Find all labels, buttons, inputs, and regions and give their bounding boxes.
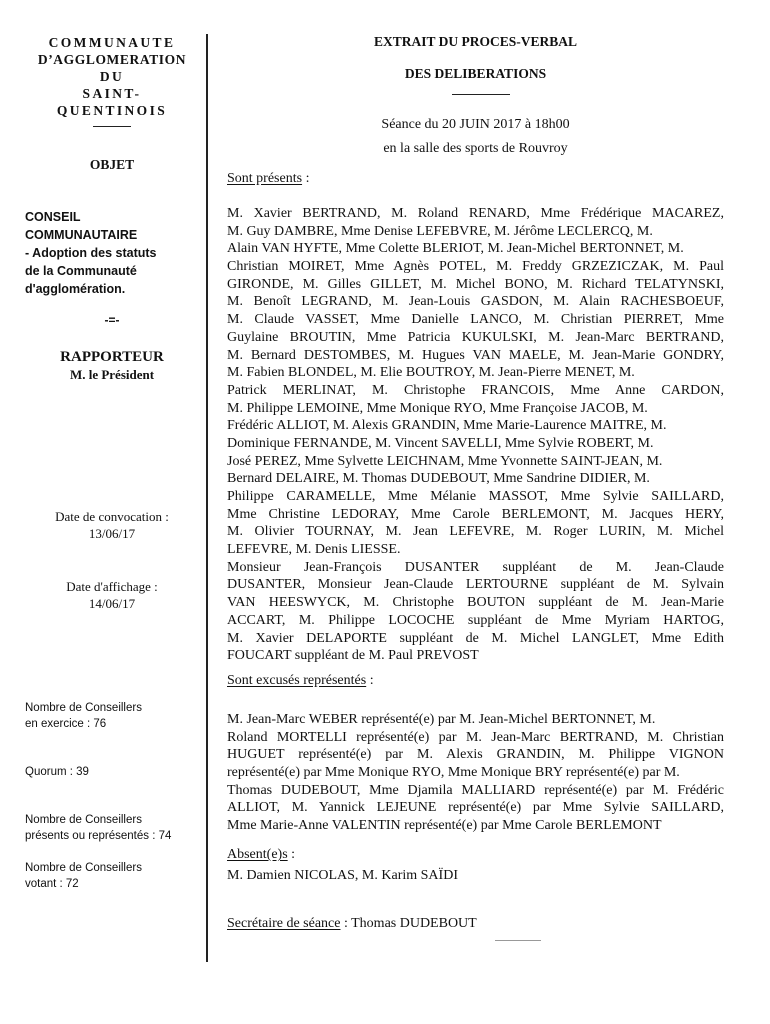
text-line: M. Xavier DELAPORTE suppléant de M. Michel LANGLET, Mme Edith — [227, 630, 724, 646]
section-separator: -=- — [104, 313, 120, 327]
text-line: M. Claude VASSET, Mme Danielle LANCO, M. Christian PIERRET, Mme — [227, 312, 724, 328]
presents-colon: : — [302, 171, 310, 186]
convocation-label: Date de convocation : — [55, 509, 169, 524]
text-line: HUGUET représenté(e) par M. Alexis GRANDIN, M. Philippe VIGNON — [227, 747, 724, 763]
text-line: Christian MOIRET, Mme Agnès POTEL, M. Freddy GRZEZICZAK, M. Paul — [227, 259, 724, 275]
organization-line: QUENTINOIS — [56, 103, 168, 118]
object-label: OBJET — [89, 157, 135, 172]
text-line: Bernard DELAIRE, M. Thomas DUDEBOUT, Mme Sandrine DIDIER, M. — [227, 471, 650, 487]
text-line: Guylaine BROUTIN, Mme Patricia KUKULSKI, M. Jean-Marc BERTRAND, — [227, 329, 724, 345]
organization-divider — [93, 126, 131, 127]
text-line: Monsieur Jean-François DUSANTER suppléant de M. Jean-Claude — [227, 559, 724, 575]
text-line: M. Philippe LEMOINE, Mme Monique RYO, Mme Françoise JACOB, M. — [227, 400, 648, 416]
text-line: Mme Christine LEDORAY, Mme Carole BERLEMONT, M. Jacques HERY, — [227, 506, 724, 522]
text-line: M. Olivier TOURNAY, M. Jean LEFEVRE, M. Roger LURIN, M. Michel — [227, 524, 724, 540]
stat-line: présents ou représentés : 74 — [25, 830, 172, 842]
secretaire-line — [227, 916, 477, 932]
organization-name — [22, 34, 202, 127]
stat-line: en exercice : 76 — [25, 718, 107, 730]
excuses-list — [227, 711, 724, 835]
absents-names: M. Damien NICOLAS, M. Karim SAÏDI — [227, 868, 458, 883]
excuses-label: Sont excusés représentés — [227, 673, 367, 688]
text-line: M. Benoît LEGRAND, M. Jean-Louis GASDON, M. Alain RACHESBOEUF, — [227, 294, 724, 310]
convocation-date-block — [22, 508, 202, 542]
subject-line: de la Communauté — [25, 264, 137, 278]
title-divider — [452, 94, 510, 95]
organization-line: SAINT- — [82, 86, 142, 101]
excuses-colon: : — [366, 673, 374, 688]
text-line: Patrick MERLINAT, M. Christophe FRANCOIS, Mme Anne CARDON, — [227, 382, 724, 398]
text-line: M. Guy DAMBRE, Mme Denise LEFEBVRE, M. Jérôme LECLERCQ, M. — [227, 223, 653, 239]
text-line: Roland MORTELLI représenté(e) par M. Jean-Marc BERTRAND, M. Christian — [227, 729, 724, 745]
document-subtitle: DES DELIBERATIONS — [404, 66, 547, 81]
organization-line: DU — [99, 69, 125, 84]
absents-colon: : — [287, 847, 296, 862]
text-line: VAN HEESWYCK, M. Christophe BOUTON suppléant de M. Jean-Marie — [227, 595, 724, 611]
affichage-date-block — [22, 578, 202, 612]
seance-date: Séance du 20 JUIN 2017 à 18h00 — [381, 117, 570, 132]
rapporteur-title: RAPPORTEUR — [60, 349, 164, 365]
stat-conseillers-exercice — [25, 700, 205, 732]
subject-line: COMMUNAUTAIRE — [25, 228, 138, 242]
affichage-date: 14/06/17 — [88, 596, 136, 611]
convocation-date: 13/06/17 — [88, 526, 136, 541]
text-line: Alain VAN HYFTE, Mme Colette BLERIOT, M. Jean-Michel BERTONNET, M. — [227, 241, 684, 257]
text-line: M. Fabien BLONDEL, M. Elie BOUTROY, M. Jean-Pierre MENET, M. — [227, 365, 635, 381]
left-column — [0, 0, 206, 1024]
presents-label: Sont présents — [227, 171, 303, 186]
text-line: M. Jean-Marc WEBER représenté(e) par M. Jean-Michel BERTONNET, M. — [227, 712, 656, 727]
text-line: Frédéric ALLIOT, M. Alexis GRANDIN, Mme Marie-Laurence MAITRE, M. — [227, 418, 667, 434]
subject-line: CONSEIL — [25, 210, 81, 224]
excuses-heading — [227, 673, 374, 689]
presents-list — [227, 205, 724, 665]
stat-votants — [25, 860, 205, 892]
text-line: M. Bernard DESTOMBES, M. Hugues VAN MAELE, M. Jean-Marie GONDRY, — [227, 347, 724, 363]
rapporteur-name: M. le Président — [69, 367, 155, 382]
text-line: Thomas DUDEBOUT, Mme Djamila MALLIARD représenté(e) par M. Frédéric — [227, 782, 724, 798]
affichage-label: Date d'affichage : — [66, 579, 158, 594]
text-line: ACCART, M. Philippe LOCOCHE suppléant de Mme Myriam HARTOG, — [227, 612, 724, 628]
absents-heading — [227, 847, 295, 863]
stat-line: votant : 72 — [25, 878, 79, 890]
organization-line: COMMUNAUTE — [48, 35, 176, 50]
text-line: M. Xavier BERTRAND, M. Roland RENARD, Mme Frédérique MACAREZ, — [227, 206, 724, 221]
stat-line: Nombre de Conseillers — [25, 862, 142, 874]
stat-quorum — [25, 764, 205, 780]
absents-label: Absent(e)s — [227, 847, 288, 862]
subject-block — [25, 208, 205, 298]
text-line: FOUCART suppléant de M. Paul PREVOST — [227, 648, 479, 664]
stat-presents-representes — [25, 812, 205, 844]
stat-line: Quorum : 39 — [25, 766, 89, 778]
text-line: GIRONDE, M. Gilles GILLET, M. Michel BONO, M. Richard TELATYNSKI, — [227, 276, 724, 292]
presents-heading — [227, 171, 309, 187]
subject-line: d'agglomération. — [25, 282, 126, 296]
organization-line: D’AGGLOMERATION — [37, 52, 187, 67]
column-divider — [206, 34, 208, 962]
end-divider — [495, 940, 541, 941]
rapporteur-block — [22, 348, 202, 384]
stat-line: Nombre de Conseillers — [25, 814, 142, 826]
text-line: LEFEVRE, M. Denis LIESSE. — [227, 542, 401, 558]
text-line: DUSANTER, Monsieur Jean-Claude LERTOURNE suppléant de M. Sylvain — [227, 577, 724, 593]
text-line: Dominique FERNANDE, M. Vincent SAVELLI, Mme Sylvie ROBERT, M. — [227, 435, 654, 451]
secretaire-value: : Thomas DUDEBOUT — [340, 916, 477, 931]
secretaire-label: Secrétaire de séance — [227, 916, 341, 931]
text-line: Mme Marie-Anne VALENTIN représenté(e) par Mme Carole BERLEMONT — [227, 818, 662, 834]
right-column — [227, 0, 724, 1024]
subject-line: - Adoption des statuts — [25, 246, 157, 260]
text-line: José PEREZ, Mme Sylvette LEICHNAM, Mme Yvonnette SAINT-JEAN, M. — [227, 453, 663, 469]
text-line: ALLIOT, M. Yannick LEJEUNE représenté(e) par Mme Sylvie SAILLARD, — [227, 800, 724, 816]
text-line: représenté(e) par Mme Monique RYO, Mme Monique BRY représenté(e) par M. — [227, 765, 680, 781]
stat-line: Nombre de Conseillers — [25, 702, 142, 714]
document-title: EXTRAIT DU PROCES-VERBAL — [373, 34, 578, 49]
text-line: Philippe CARAMELLE, Mme Mélanie MASSOT, Mme Sylvie SAILLARD, — [227, 489, 724, 504]
seance-location: en la salle des sports de Rouvroy — [383, 141, 568, 156]
